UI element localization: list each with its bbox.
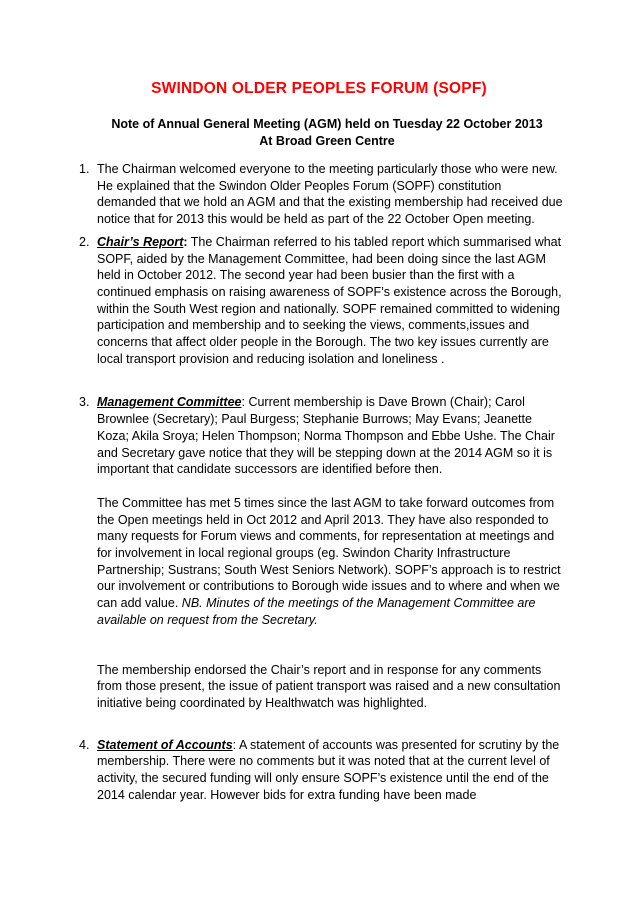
minute-item-3	[79, 394, 563, 711]
item-paragraph-2	[97, 495, 563, 629]
heading-colon: :	[183, 234, 188, 249]
item-text-3: The membership endorsed the Chair’s report and in response for any comments from those present, the issue of patient transport was raised and a new consultation initiative being coordinated by Healthwatch was highlighted.	[97, 662, 561, 710]
item-number: 1.	[79, 162, 90, 176]
subtitle-line-1: Note of Annual General Meeting (AGM) held on Tuesday 22 October 2013	[111, 117, 543, 131]
subtitle-line-2: At Broad Green Centre	[259, 134, 395, 148]
item-text: The Chairman referred to his tabled report which summarised what SOPF, aided by the Management Committee, had been doing since the last AGM held in October 2012. The second year had been busier than the first with a continued emphasis on raising awareness of SOPF’s existence across the Borough, within the South West region and nationally. SOPF remained committed to widening participation and membership and to seeking the views, comments,issues and concerns that affect older people in the Borough. The two key issues currently are local transport provision and reducing isolation and loneliness .	[97, 234, 562, 366]
item-paragraph	[97, 394, 563, 478]
item-heading-chairs-report: Chair’s Report	[97, 234, 184, 249]
item-heading-management-committee: Management Committee	[97, 395, 242, 410]
heading-colon: :	[241, 395, 245, 410]
minute-item-2	[79, 234, 563, 368]
minutes-availability-note: NB. Minutes of the meetings of the Management Committee are available on request from the Secretary.	[97, 596, 536, 627]
item-heading-statement-of-accounts: Statement of Accounts	[97, 737, 233, 752]
item-number: 2.	[79, 234, 90, 249]
item-text: Current membership is Dave Brown (Chair); Carol Brownlee (Secretary); Paul Burgess; Stephanie Burrows; May Evans; Jeanette Koza; Akila Sroya; Helen Thompson; Norma Thompson and Ebbe Ushe. The Chair and Secretary gave notice that they will be stepping down at the 2014 AGM so it is important that candidate successors are identified before then.	[97, 395, 555, 477]
meeting-subtitle	[97, 116, 557, 150]
document-title: SWINDON OLDER PEOPLES FORUM (SOPF)	[151, 80, 487, 97]
item-text: A statement of accounts was presented for scrutiny by the membership. There were no comments but it was noted that at the current level of activity, the secured funding will only ensure SOPF’s existence until the end of the 2014 calendar year. However bids for extra funding have been made	[97, 737, 560, 802]
item-number: 4.	[79, 737, 90, 752]
item-text-2: The Committee has met 5 times since the last AGM to take forward outcomes from the Open meetings held in Oct 2012 and April 2013. They have also responded to many requests for Forum views and comments, for representation at meetings and for involvement in local regional groups (eg. Swindon Charity Infrastructure Partnership; Sustrans; South West Seniors Network). SOPF’s approach is to restrict our involvement or contributions to Borough wide issues and to where and when we can add value.	[97, 495, 561, 611]
item-paragraph	[97, 234, 563, 368]
item-paragraph-3	[97, 662, 563, 712]
minute-item-1	[79, 161, 563, 228]
minute-item-4	[79, 737, 563, 804]
item-paragraph	[97, 737, 563, 804]
minutes-list	[79, 161, 563, 804]
item-number: 3.	[79, 395, 90, 410]
item-text: The Chairman welcomed everyone to the meeting particularly those who were new. He explained that the Swindon Older Peoples Forum (SOPF) constitution demanded that we hold an AGM and that the existing membership had received due notice that for 2013 this would be held as part of the 22 October Open meeting.	[97, 162, 563, 227]
heading-colon: :	[232, 737, 237, 752]
